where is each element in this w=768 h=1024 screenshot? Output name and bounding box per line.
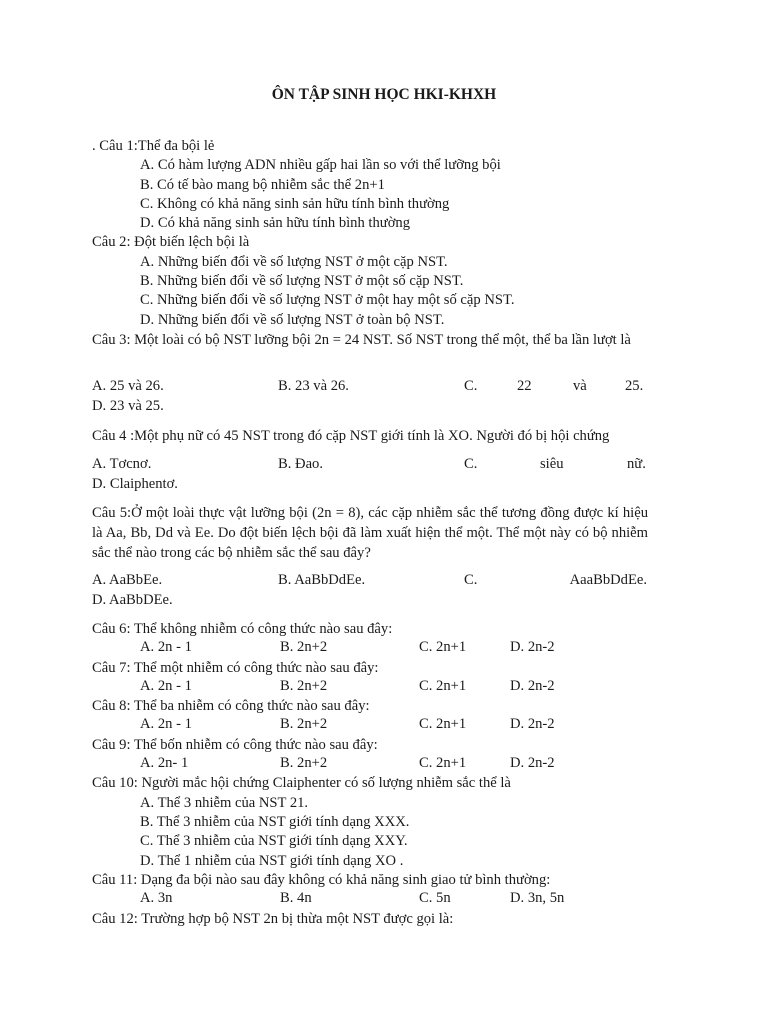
- question-2-stem: Câu 2: Đột biến lệch bội là: [92, 234, 250, 250]
- question-5-option-d: D. AaBbDEe.: [92, 592, 173, 608]
- question-6-option-c: C. 2n+1: [419, 639, 467, 655]
- question-1-option-a: A. Có hàm lượng ADN nhiều gấp hai lần so với thể lưỡng bội: [140, 157, 501, 173]
- question-2-option-b: B. Những biến đổi về số lượng NST ở một số cặp NST.: [140, 273, 464, 289]
- question-3-option-c-label: C.: [464, 378, 478, 394]
- page-title: ÔN TẬP SINH HỌC HKI-KHXH: [271, 86, 497, 103]
- question-1-stem: . Câu 1:Thể đa bội lẻ: [92, 138, 215, 154]
- question-7-option-a: A. 2n - 1: [140, 678, 192, 694]
- question-3-stem: Câu 3: Một loài có bộ NST lưỡng bội 2n = 24 NST. Số NST trong thể một, thể ba lần lượt là: [92, 332, 631, 348]
- question-3-option-c-part1: 22: [517, 378, 532, 394]
- question-2-option-c: C. Những biến đổi về số lượng NST ở một hay một số cặp NST.: [140, 292, 515, 308]
- question-3-option-a: A. 25 và 26.: [92, 378, 164, 394]
- question-11-option-b: B. 4n: [280, 890, 312, 906]
- question-4-option-a: A. Tơcnơ.: [92, 456, 152, 472]
- question-4-option-b: B. Đao.: [278, 456, 323, 472]
- question-9-option-a: A. 2n- 1: [140, 755, 189, 771]
- question-2-option-a: A. Những biến đổi về số lượng NST ở một cặp NST.: [140, 254, 448, 270]
- question-7-options: [140, 678, 600, 696]
- question-8-option-b: B. 2n+2: [280, 716, 328, 732]
- question-11-option-c: C. 5n: [419, 890, 451, 906]
- question-5-options: [92, 572, 647, 590]
- question-10-option-c: C. Thể 3 nhiễm của NST giới tính dạng XXY.: [140, 833, 408, 849]
- question-6-options: [140, 639, 600, 657]
- question-9-options: [140, 755, 600, 773]
- question-3-option-b: B. 23 và 26.: [278, 378, 349, 394]
- question-6-stem: Câu 6: Thể không nhiễm có công thức nào sau đây:: [92, 621, 393, 637]
- question-3-option-c-part2: và: [573, 378, 587, 394]
- question-7-option-b: B. 2n+2: [280, 678, 328, 694]
- question-8-option-c: C. 2n+1: [419, 716, 467, 732]
- question-6-option-b: B. 2n+2: [280, 639, 328, 655]
- question-11-option-a: A. 3n: [140, 890, 173, 906]
- question-9-option-d: D. 2n-2: [510, 755, 555, 771]
- question-4-options: [92, 456, 647, 474]
- question-7-option-c: C. 2n+1: [419, 678, 467, 694]
- question-5-option-b: B. AaBbDdEe.: [278, 572, 366, 588]
- question-5-option-c-label: C.: [464, 572, 478, 588]
- question-3-option-c-part3: 25.: [625, 378, 644, 394]
- question-10-stem: Câu 10: Người mắc hội chứng Claiphenter có số lượng nhiễm sắc thể là: [92, 775, 511, 791]
- question-3-options: [92, 378, 647, 396]
- question-6-option-a: A. 2n - 1: [140, 639, 192, 655]
- question-11-stem: Câu 11: Dạng đa bội nào sau đây không có khả năng sinh giao tử bình thường:: [92, 872, 551, 888]
- question-8-options: [140, 716, 600, 734]
- question-3-option-d: D. 23 và 25.: [92, 398, 164, 414]
- question-4-option-c-label: C.: [464, 456, 478, 472]
- question-10-option-a: A. Thể 3 nhiễm của NST 21.: [140, 795, 309, 811]
- question-6-option-d: D. 2n-2: [510, 639, 555, 655]
- question-1-option-b: B. Có tế bào mang bộ nhiễm sắc thể 2n+1: [140, 177, 385, 193]
- question-2-option-d: D. Những biến đổi về số lượng NST ở toàn bộ NST.: [140, 312, 445, 328]
- question-9-option-c: C. 2n+1: [419, 755, 467, 771]
- question-4-option-c-part1: siêu: [540, 456, 564, 472]
- question-1-option-c: C. Không có khả năng sinh sản hữu tính bình thường: [140, 196, 450, 212]
- question-8-option-d: D. 2n-2: [510, 716, 555, 732]
- question-7-stem: Câu 7: Thể một nhiễm có công thức nào sau đây:: [92, 660, 379, 676]
- question-9-option-b: B. 2n+2: [280, 755, 328, 771]
- question-10-option-b: B. Thể 3 nhiễm của NST giới tính dạng XXX.: [140, 814, 410, 830]
- question-12-stem: Câu 12: Trường hợp bộ NST 2n bị thừa một NST được gọi là:: [92, 911, 454, 927]
- question-4-stem: Câu 4 :Một phụ nữ có 45 NST trong đó cặp NST giới tính là XO. Người đó bị hội chứng: [92, 428, 610, 444]
- question-4-option-c-part2: nữ.: [627, 456, 646, 472]
- question-8-stem: Câu 8: Thể ba nhiễm có công thức nào sau đây:: [92, 698, 370, 714]
- question-11-option-d: D. 3n, 5n: [510, 890, 565, 906]
- question-5-stem: Câu 5:Ở một loài thực vật lưỡng bội (2n = 8), các cặp nhiễm sắc thể tương đồng được kí hiệu là Aa, Bb, Dd và Ee. Do đột biến lệch bội đã làm xuất hiện thể một. Thể một này có bộ nhiễm sắc thể nào trong các bộ nhiễm sắc thể sau đây?: [92, 505, 648, 561]
- question-10-option-d: D. Thể 1 nhiễm của NST giới tính dạng XO .: [140, 853, 404, 869]
- question-1-option-d: D. Có khả năng sinh sản hữu tính bình thường: [140, 215, 410, 231]
- question-8-option-a: A. 2n - 1: [140, 716, 192, 732]
- question-9-stem: Câu 9: Thể bốn nhiễm có công thức nào sau đây:: [92, 737, 378, 753]
- question-7-option-d: D. 2n-2: [510, 678, 555, 694]
- question-5-option-a: A. AaBbEe.: [92, 572, 163, 588]
- question-5-option-c-value: AaaBbDdEe.: [569, 572, 647, 588]
- question-4-option-d: D. Claiphentơ.: [92, 476, 178, 492]
- question-11-options: [140, 890, 600, 908]
